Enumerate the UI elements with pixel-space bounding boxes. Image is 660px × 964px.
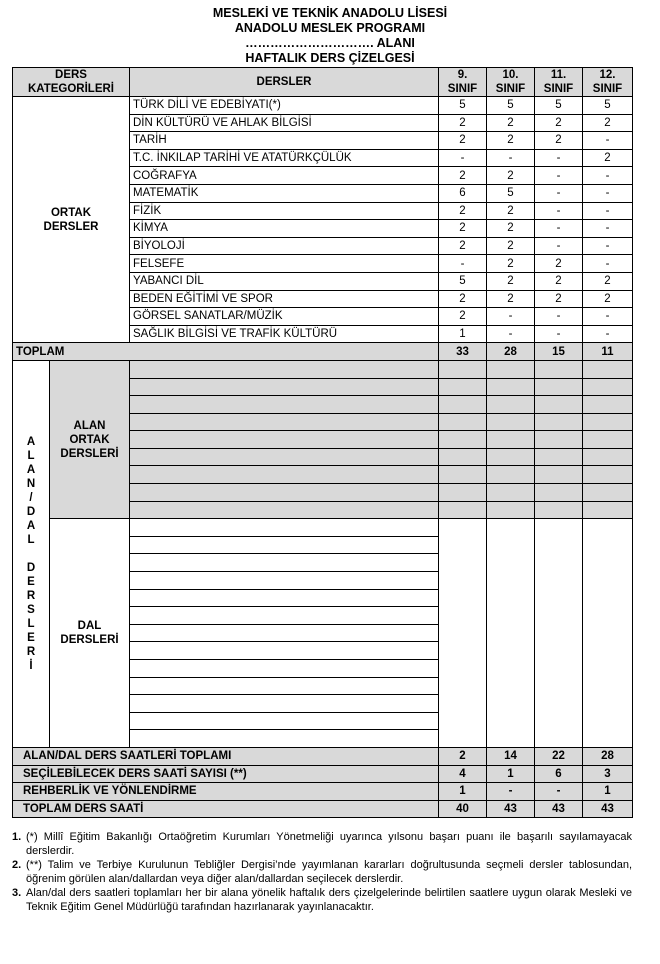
doc-title-line4: HAFTALIK DERS ÇİZELGESİ [245, 51, 415, 65]
empty-course-cell [130, 677, 439, 695]
empty-hours-cell [487, 448, 535, 466]
summary-cell: 40 [439, 800, 487, 818]
vertical-letter: D [26, 561, 36, 574]
footnote-text: (**) Talim ve Terbiye Kurulunun Tebliğler Dergisi’nde yayımlanan kararları doğrultusunda seçmeli dersler tablosundan, öğrenim görülen alan/dallardan veya diğer alan/dallardan seçilecek derslerdir. [26, 859, 632, 885]
vertical-letter: R [26, 645, 36, 658]
empty-course-cell [130, 589, 439, 607]
course-name: YABANCI DİL [130, 272, 439, 290]
empty-hours-cell [487, 431, 535, 449]
vertical-letter: S [27, 603, 35, 616]
empty-course-cell [130, 466, 439, 484]
empty-hours-cell [535, 448, 583, 466]
footnote-number: 1. [12, 831, 22, 843]
course-name: MATEMATİK [130, 184, 439, 202]
empty-course-cell [130, 501, 439, 519]
empty-hours-cell [487, 360, 535, 378]
hours-cell: 2 [487, 167, 535, 185]
hours-cell: - [583, 237, 633, 255]
vertical-letter [16, 547, 46, 561]
summary-cell: 1 [439, 783, 487, 801]
empty-hours-cell [487, 413, 535, 431]
hours-cell: 5 [439, 97, 487, 115]
hours-cell: 2 [439, 167, 487, 185]
empty-course-cell [130, 695, 439, 713]
course-name: BEDEN EĞİTİMİ VE SPOR [130, 290, 439, 308]
course-name: SAĞLIK BİLGİSİ VE TRAFİK KÜLTÜRÜ [130, 325, 439, 343]
vertical-letter: / [29, 491, 33, 504]
empty-hours-cell [487, 378, 535, 396]
doc-title-line1: MESLEKİ VE TEKNİK ANADOLU LİSESİ [212, 6, 448, 20]
table-row [13, 97, 633, 115]
empty-hours-cell [439, 396, 487, 414]
hours-cell: 2 [439, 237, 487, 255]
empty-course-cell [130, 378, 439, 396]
course-name: TARİH [130, 132, 439, 150]
hours-cell: 5 [583, 97, 633, 115]
empty-hours-cell [439, 501, 487, 519]
empty-course-cell [130, 554, 439, 572]
table-row [13, 360, 633, 378]
empty-hours-cell [535, 431, 583, 449]
hours-cell: 2 [487, 255, 535, 273]
total-cell: 33 [439, 343, 487, 361]
doc-title-line3: …………………………. ALANI [245, 36, 415, 50]
empty-hours-cell [583, 431, 633, 449]
hours-cell: - [535, 308, 583, 326]
empty-hours-cell [583, 519, 633, 748]
vertical-letter: A [26, 519, 36, 532]
hours-cell: 2 [487, 290, 535, 308]
hours-cell: 2 [487, 220, 535, 238]
footnote-text: Alan/dal ders saatleri toplamları her bir alana yönelik haftalık ders çizelgelerinde belirtilen saatlere uygun olarak Mesleki ve Teknik Eğitim Genel Müdürlüğü tarafından hazırlanarak yayınlanacaktır. [26, 887, 632, 913]
hours-cell: 2 [535, 114, 583, 132]
hours-cell: 2 [439, 132, 487, 150]
empty-hours-cell [583, 378, 633, 396]
total-cell: 15 [535, 343, 583, 361]
empty-hours-cell [439, 484, 487, 502]
summary-label: ALAN/DAL DERS SAATLERİ TOPLAMI [13, 747, 439, 765]
hours-cell: 2 [487, 132, 535, 150]
hours-cell: - [583, 325, 633, 343]
header-row [13, 68, 633, 97]
summary-label: TOPLAM DERS SAATİ [13, 800, 439, 818]
hours-cell: - [583, 255, 633, 273]
hours-cell: 2 [535, 255, 583, 273]
empty-hours-cell [487, 396, 535, 414]
summary-cell: 1 [583, 783, 633, 801]
vertical-letter: E [27, 575, 35, 588]
hours-cell: 2 [583, 149, 633, 167]
empty-hours-cell [439, 448, 487, 466]
col-courses-header: DERSLER [130, 68, 439, 97]
empty-hours-cell [535, 501, 583, 519]
empty-hours-cell [487, 466, 535, 484]
empty-hours-cell [583, 396, 633, 414]
hours-cell: - [535, 325, 583, 343]
hours-cell: - [583, 220, 633, 238]
hours-cell: 2 [487, 202, 535, 220]
hours-cell: 5 [439, 272, 487, 290]
summary-cell: - [487, 783, 535, 801]
schedule-table [12, 67, 633, 818]
hours-cell: 2 [583, 272, 633, 290]
vertical-letter: N [26, 477, 36, 490]
hours-cell: - [583, 132, 633, 150]
empty-hours-cell [535, 378, 583, 396]
summary-cell: 28 [583, 747, 633, 765]
dal-label: DAL DERSLERİ [50, 519, 130, 748]
vertical-letter: A [26, 463, 36, 476]
empty-hours-cell [583, 360, 633, 378]
empty-hours-cell [439, 466, 487, 484]
total-cell: 28 [487, 343, 535, 361]
empty-hours-cell [535, 360, 583, 378]
hours-cell: - [583, 167, 633, 185]
empty-course-cell [130, 642, 439, 660]
empty-hours-cell [439, 431, 487, 449]
vertical-letter: L [27, 449, 35, 462]
hours-cell: - [487, 308, 535, 326]
summary-cell: 4 [439, 765, 487, 783]
empty-hours-cell [583, 413, 633, 431]
footnote-number: 3. [12, 887, 22, 899]
empty-hours-cell [583, 501, 633, 519]
hours-cell: 2 [583, 114, 633, 132]
hours-cell: 1 [439, 325, 487, 343]
hours-cell: - [535, 167, 583, 185]
hours-cell: - [583, 202, 633, 220]
empty-hours-cell [535, 466, 583, 484]
grade-header: 11. SINIF [535, 68, 583, 97]
hours-cell: 2 [535, 290, 583, 308]
hours-cell: 2 [487, 114, 535, 132]
summary-cell: 22 [535, 747, 583, 765]
empty-course-cell [130, 624, 439, 642]
vertical-letter: A [26, 435, 36, 448]
empty-course-cell [130, 519, 439, 537]
total-cell: 11 [583, 343, 633, 361]
grade-header: 10. SINIF [487, 68, 535, 97]
table-row [13, 519, 633, 537]
empty-hours-cell [535, 413, 583, 431]
summary-cell: 14 [487, 747, 535, 765]
empty-course-cell [130, 712, 439, 730]
hours-cell: - [535, 202, 583, 220]
hours-cell: 5 [535, 97, 583, 115]
hours-cell: - [535, 220, 583, 238]
hours-cell: 2 [487, 272, 535, 290]
summary-row [13, 800, 633, 818]
alan-ortak-label: ALAN ORTAK DERSLERİ [50, 360, 130, 518]
footnote-item [12, 886, 632, 914]
vertical-letter: R [26, 589, 36, 602]
summary-cell: 2 [439, 747, 487, 765]
empty-hours-cell [439, 413, 487, 431]
hours-cell: - [487, 325, 535, 343]
empty-hours-cell [583, 484, 633, 502]
empty-hours-cell [487, 484, 535, 502]
empty-course-cell [130, 536, 439, 554]
total-label: TOPLAM [13, 343, 439, 361]
hours-cell: 5 [487, 97, 535, 115]
empty-hours-cell [487, 519, 535, 748]
summary-cell: 43 [583, 800, 633, 818]
hours-cell: - [439, 255, 487, 273]
course-name: GÖRSEL SANATLAR/MÜZİK [130, 308, 439, 326]
hours-cell: 5 [487, 184, 535, 202]
vertical-letter: L [27, 617, 35, 630]
hours-cell: 2 [535, 272, 583, 290]
summary-cell: 3 [583, 765, 633, 783]
summary-row [13, 765, 633, 783]
hours-cell: 2 [439, 308, 487, 326]
hours-cell: - [583, 308, 633, 326]
summary-row [13, 747, 633, 765]
course-name: TÜRK DİLİ VE EDEBİYATI(*) [130, 97, 439, 115]
empty-hours-cell [535, 484, 583, 502]
hours-cell: 2 [439, 290, 487, 308]
hours-cell: 2 [535, 132, 583, 150]
total-row [13, 343, 633, 361]
vertical-letter: D [26, 505, 36, 518]
hours-cell: 2 [439, 202, 487, 220]
course-name: COĞRAFYA [130, 167, 439, 185]
grade-header: 9. SINIF [439, 68, 487, 97]
vertical-letter: L [27, 533, 35, 546]
summary-cell: 1 [487, 765, 535, 783]
empty-course-cell [130, 431, 439, 449]
course-name: KİMYA [130, 220, 439, 238]
hours-cell: 2 [487, 237, 535, 255]
course-name: BİYOLOJİ [130, 237, 439, 255]
summary-cell: 43 [487, 800, 535, 818]
summary-cell: 6 [535, 765, 583, 783]
hours-cell: - [487, 149, 535, 167]
hours-cell: - [439, 149, 487, 167]
empty-hours-cell [535, 396, 583, 414]
hours-cell: 6 [439, 184, 487, 202]
footnote-item [12, 858, 632, 886]
empty-course-cell [130, 607, 439, 625]
course-name: DİN KÜLTÜRÜ VE AHLAK BİLGİSİ [130, 114, 439, 132]
grade-header: 12. SINIF [583, 68, 633, 97]
summary-cell: 43 [535, 800, 583, 818]
course-name: FELSEFE [130, 255, 439, 273]
empty-hours-cell [487, 501, 535, 519]
vertical-letter: İ [29, 659, 33, 672]
hours-cell: 2 [439, 114, 487, 132]
doc-title-line2: ANADOLU MESLEK PROGRAMI [234, 21, 426, 35]
empty-hours-cell [535, 519, 583, 748]
hours-cell: 2 [439, 220, 487, 238]
empty-hours-cell [439, 519, 487, 748]
empty-course-cell [130, 360, 439, 378]
footnote-text: (*) Millî Eğitim Bakanlığı Ortaöğretim Kurumları Yönetmeliği uyarınca yılsonu başarı puanı ile başarılı sayılamayacak derslerdir. [26, 831, 632, 857]
empty-course-cell [130, 413, 439, 431]
empty-hours-cell [439, 360, 487, 378]
ortak-category-label: ORTAK DERSLER [13, 97, 130, 343]
empty-course-cell [130, 660, 439, 678]
summary-row [13, 783, 633, 801]
course-name: FİZİK [130, 202, 439, 220]
hours-cell: - [535, 237, 583, 255]
hours-cell: 2 [583, 290, 633, 308]
empty-course-cell [130, 484, 439, 502]
empty-hours-cell [583, 466, 633, 484]
col-category-header: DERS KATEGORİLERİ [13, 68, 130, 97]
summary-cell: - [535, 783, 583, 801]
alan-dal-vertical-label [13, 360, 50, 747]
empty-hours-cell [439, 378, 487, 396]
hours-cell: - [583, 184, 633, 202]
summary-label: REHBERLİK VE YÖNLENDİRME [13, 783, 439, 801]
vertical-letter: E [27, 631, 35, 644]
footnote-item [12, 830, 632, 858]
footnotes [12, 830, 632, 914]
empty-course-cell [130, 396, 439, 414]
hours-cell: - [535, 184, 583, 202]
hours-cell: - [535, 149, 583, 167]
summary-label: SEÇİLEBİLECEK DERS SAATİ SAYISI (**) [13, 765, 439, 783]
empty-course-cell [130, 572, 439, 590]
course-name: T.C. İNKILAP TARİHİ VE ATATÜRKÇÜLÜK [130, 149, 439, 167]
empty-course-cell [130, 448, 439, 466]
footnote-number: 2. [12, 859, 22, 871]
empty-hours-cell [583, 448, 633, 466]
empty-course-cell [130, 730, 439, 748]
